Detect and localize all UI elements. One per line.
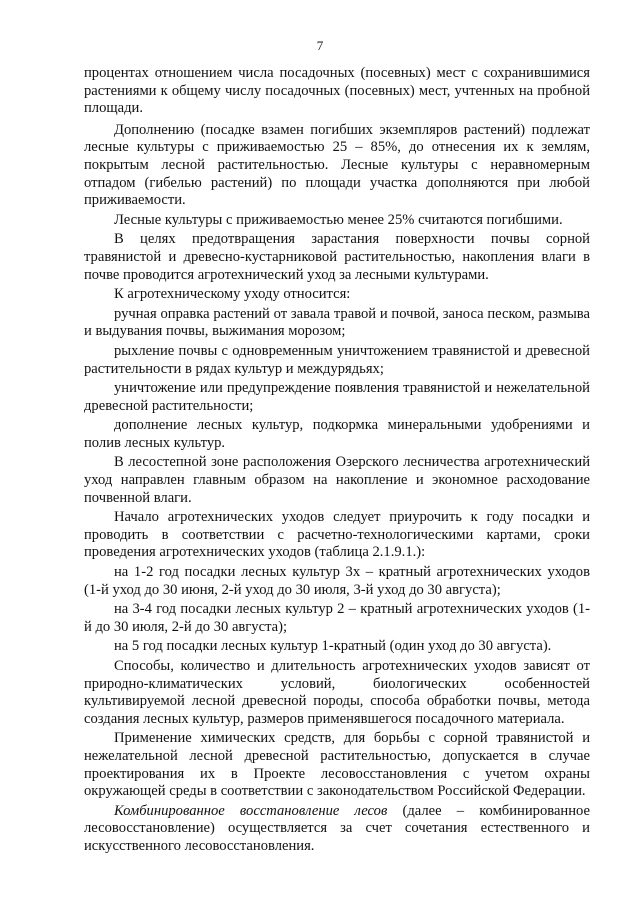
list-item-year-5: на 5 год посадки лесных культур 1-кратный (один уход до 30 августа). <box>114 638 552 655</box>
page-number: 7 <box>316 38 324 53</box>
document-body <box>84 65 590 858</box>
paragraph-care-timing: Начало агротехнических уходов следует приурочить к году посадки и проводить в соответствии с расчетно-технологическими картами, сроки проведения агротехнических уходов (таблица 2.1.9.1.): <box>84 509 590 561</box>
list-item-weed-control: уничтожение или предупреждение появления травянистой и нежелательной древесной растительности; <box>84 380 590 414</box>
paragraph-care-list-heading: К агротехническому уходу относится: <box>114 286 351 303</box>
paragraph-care-methods: Способы, количество и длительность агротехнических уходов зависят от природно-климатических условий, биологических особенностей культивируемой лесной древесной породы, способа обработки почвы, метода создания лесных культур, размеров применявшегося посадочного материала. <box>84 658 590 727</box>
paragraph-combined-restoration <box>84 803 590 856</box>
combined-restoration-text: (далее – комбинированное лесовосстановление) осуществляется за счет сочетания естественного и искусственного лесовосстановления. <box>84 802 591 854</box>
paragraph-intro-continuation: процентах отношением числа посадочных (посевных) мест с сохранившимися растениями к общему числу посадочных (посевных) мест, учтенных на пробной площади. <box>84 65 590 117</box>
paragraph-care-purpose: В целях предотвращения зарастания поверхности почвы сорной травянистой и древесно-кустарниковой растительностью, накопления влаги в почве проводится агротехнический уход за лесными культурами. <box>84 231 590 283</box>
list-item-loosening: рыхление почвы с одновременным уничтожением травянистой и древесной растительности в рядах культур и междурядьях; <box>84 342 590 377</box>
paragraph-failed-cultures: Лесные культуры с приживаемостью менее 25% считаются погибшими. <box>114 211 563 228</box>
list-item-manual-clearing: ручная оправка растений от завала травой и почвой, заноса песком, размыва и выдувания почвы, выжимания морозом; <box>84 305 590 340</box>
paragraph-chemicals: Применение химических средств, для борьбы с сорной травянистой и нежелательной лесной древесной растительностью, допускается в случае проектирования их в Проекте лесовосстановления с учетом охраны окружающей среды в соответствии с законодательством Российской Федерации. <box>84 730 590 800</box>
paragraph-replanting: Дополнению (посадке взамен погибших экземпляров растений) подлежат лесные культуры с приживаемостью 25 – 85%, до отнесения их к землям, покрытым лесной растительностью. Лесные культуры с неравномерным отпадом (гибелью растений) по площади участка дополняются при любой приживаемости. <box>84 121 590 209</box>
paragraph-forest-steppe: В лесостепной зоне расположения Озерского лесничества агротехнический уход направлен главным образом на накопление и экономное расходование почвенной влаги. <box>84 454 590 506</box>
list-item-supplementing: дополнение лесных культур, подкормка минеральными удобрениями и полив лесных культур. <box>84 417 590 451</box>
list-item-year-3-4: на 3-4 год посадки лесных культур 2 – кратный агротехнических уходов (1-й до 30 июля, 2-й до 30 августа); <box>84 601 590 635</box>
combined-restoration-term: Комбинированное восстановление лесов <box>114 802 388 819</box>
list-item-year-1-2: на 1-2 год посадки лесных культур 3х – кратный агротехнических уходов (1-й уход до 30 июня, 2-й уход до 30 июля, 3-й уход до 30 августа); <box>84 564 590 598</box>
